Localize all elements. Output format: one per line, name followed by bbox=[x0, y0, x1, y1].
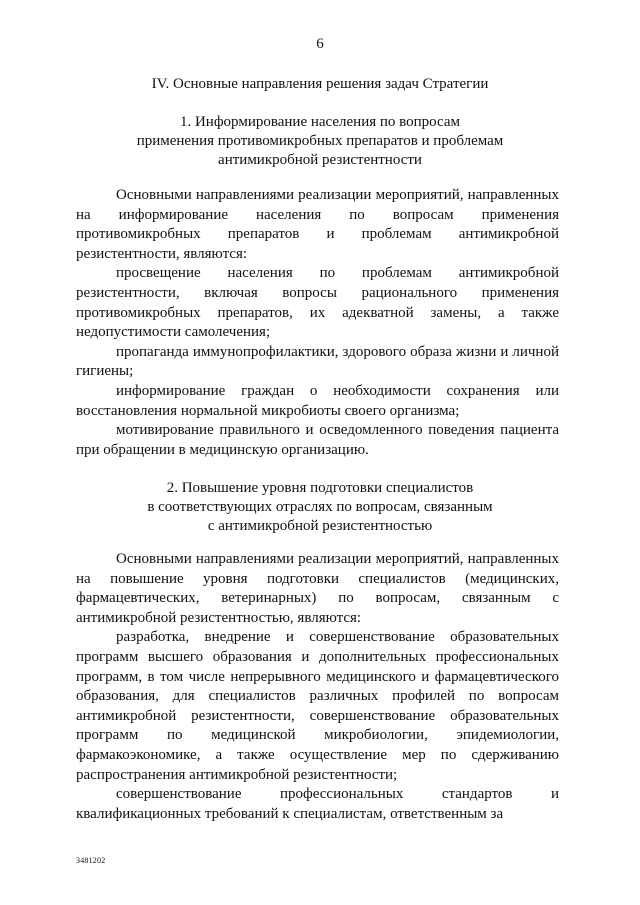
list-item: пропаганда иммунопрофилактики, здорового образа жизни и личной гигиены; bbox=[76, 343, 559, 380]
subsection-1-heading-line: 1. Информирование населения по вопросам bbox=[179, 114, 461, 130]
page-number: 6 bbox=[316, 36, 324, 52]
list-item: разработка, внедрение и совершенствование образовательных программ высшего образования и дополнительных профессиональных программ, в том числе непрерывного медицинского и фармацевтического образования, для специалистов различных профилей по вопросам антимикробной резистентности, совершенствование образовательных программ по медицинской микробиологии, эпидемиологии, фармакоэкономике, а также осуществление мер по сдерживанию распространения антимикробной резистентности; bbox=[76, 629, 559, 783]
list-item: информирование граждан о необходимости сохранения или восстановления нормальной микробиоты своего организма; bbox=[76, 382, 559, 419]
subsection-1-heading-line: антимикробной резистентности bbox=[218, 152, 422, 168]
subsection-1-heading bbox=[60, 113, 580, 170]
subsection-1-heading-line: применения противомикробных препаратов и проблемам bbox=[136, 133, 504, 149]
subsection-1-body bbox=[76, 186, 559, 460]
subsection-2-heading-line: 2. Повышение уровня подготовки специалистов bbox=[166, 480, 474, 496]
paragraph: Основными направлениями реализации мероприятий, направленных на повышение уровня подготовки специалистов (медицинских, фармацевтических, ветеринарных) по вопросам, связанным с антимикробной резистентностью, являются: bbox=[76, 551, 559, 626]
subsection-2-heading bbox=[60, 479, 580, 536]
list-item: просвещение населения по проблемам антимикробной резистентности, включая вопросы рационального применения противомикробных препаратов, их адекватной замены, а также недопустимости самолечения; bbox=[76, 265, 559, 341]
paragraph: Основными направлениями реализации мероприятий, направленных на информирование населения по вопросам применения противомикробных препаратов и проблемам антимикробной резистентности, являются: bbox=[76, 187, 559, 262]
subsection-2-heading-line: с антимикробной резистентностью bbox=[207, 518, 433, 534]
subsection-2-body bbox=[76, 550, 559, 824]
section-title: IV. Основные направления решения задач Стратегии bbox=[151, 76, 489, 92]
list-item: совершенствование профессиональных стандартов и квалификационных требований к специалистам, ответственным за bbox=[76, 786, 559, 822]
document-code: 3481202 bbox=[76, 856, 106, 865]
subsection-2-heading-line: в соответствующих отраслях по вопросам, связанным bbox=[147, 499, 493, 515]
list-item: мотивирование правильного и осведомленного поведения пациента при обращении в медицинскую организацию. bbox=[76, 422, 559, 458]
